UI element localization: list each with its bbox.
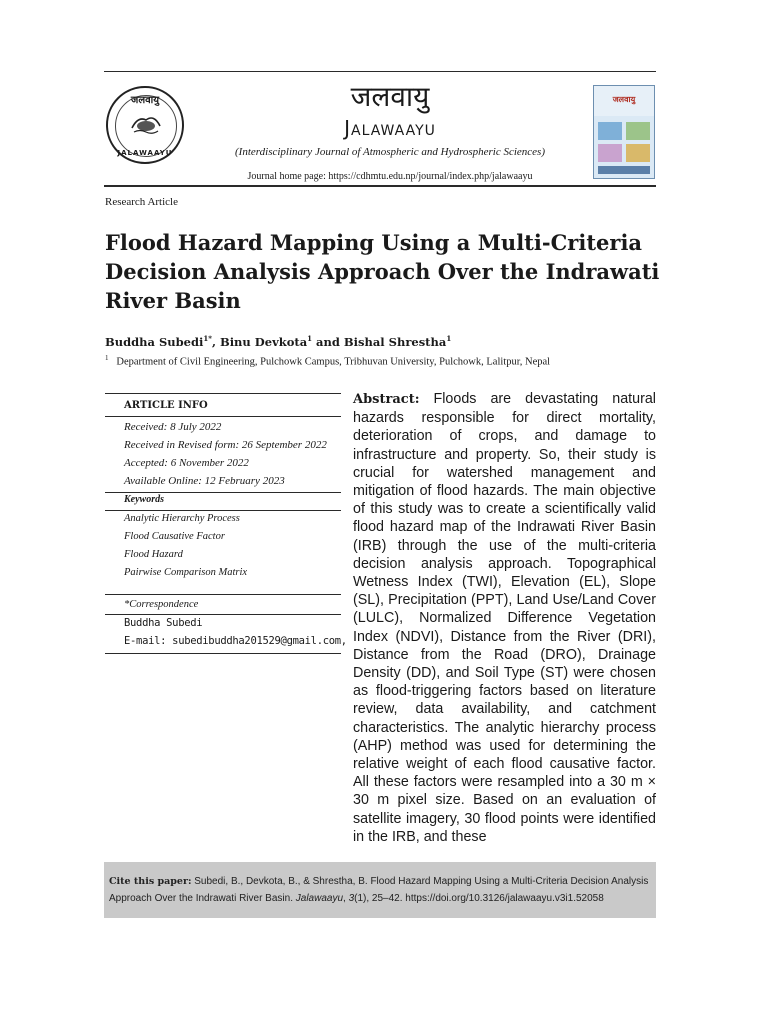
author-list: Buddha Subedi$^{1*}$, Binu Devkota$^1$ and Bishal Shrestha$^1$ xyxy=(105,334,452,349)
citation-journal: Jalawaayu xyxy=(295,893,344,904)
journal-homepage[interactable]: Journal home page: https://cdhmtu.edu.np/journal/index.php/jalawaayu xyxy=(247,171,533,182)
affiliation xyxy=(105,354,550,368)
info-bottom-rule xyxy=(105,653,341,654)
info-top-rule xyxy=(105,393,341,394)
abstract-text: Floods are devastating natural hazards responsible for direct mortality, deterioration of crops, and damage to infrastructure and property. So, their study is crucial for watershed management and mitigation of flood hazards. The main objective of this study was to create a scientifically valid flood hazard map of the Indrawati River Basin (IRB) through the use of the multi-criteria decision analysis approach. Topographical Wetness Index (TWI), Elevation (EL), Slope (SL), Precipitation (PPT), Land Use/Land Cover (LULC), Normalized Difference Vegetation Index (NDVI), Distance from the River (DRI), Distance from the Road (DRO), Drainage Density (DD), and Soil Type (ST) were chosen as flood-triggering factors based on literature review, data availability, and catchment characteristics. The analytic hierarchy process (AHP) method was used for determining the relative weight of each flood causative factor. All these factors were resampled into a 30 m × 30 m pixel size. Based on an evaluation of satellite imagery, 30 flood points were identified in the IRB, and these xyxy=(353,391,656,845)
correspondence-heading: *Correspondence xyxy=(124,599,199,610)
logo-top-text: जलवायु xyxy=(130,95,160,106)
article-title: Flood Hazard Mapping Using a Multi-Criteria Decision Analysis Approach Over the Indrawati River Basin xyxy=(105,230,660,313)
journal-logo xyxy=(106,86,184,164)
article-info-heading: ARTICLE INFO xyxy=(124,400,208,411)
citation-doi[interactable]: (1), 25–42. https://doi.org/10.3126/jalawaayu.v3i1.52058 xyxy=(354,893,604,904)
correspondence-heading-rule xyxy=(105,614,341,615)
header-bottom-rule xyxy=(104,185,656,187)
correspondence-rule xyxy=(105,594,341,595)
citation-volume: 3 xyxy=(348,893,355,904)
affiliation-mark: 1 xyxy=(105,354,109,362)
correspondence-name: Buddha Subedi xyxy=(124,617,203,629)
article-type: Research Article xyxy=(105,196,178,208)
keywords-rule xyxy=(105,492,341,493)
received-date: Received: 8 July 2022 xyxy=(124,421,222,433)
accepted-date: Accepted: 6 November 2022 xyxy=(124,457,249,469)
keyword-item: Pairwise Comparison Matrix xyxy=(124,567,248,578)
citation-text: Cite this paper: Subedi, B., Devkota, B., & Shrestha, B. Flood Hazard Mapping Using a Multi-Criteria Decision Analysis Approach Over the Indrawati River Basin. Jalawaayu, 3(1), 25–42. https://doi.org/10.3126/jalawaayu.v3i1.52058 xyxy=(109,876,649,904)
header-top-rule xyxy=(104,71,656,72)
citation-box xyxy=(104,862,656,918)
keyword-item: Analytic Hierarchy Process xyxy=(124,513,240,524)
revised-date: Received in Revised form: 26 September 2022 xyxy=(124,439,327,451)
keywords-heading-rule xyxy=(105,510,341,511)
author-name: Buddha Subedi xyxy=(105,334,204,349)
info-heading-rule xyxy=(105,416,341,417)
journal-cover-thumbnail xyxy=(593,85,655,179)
available-online-date: Available Online: 12 February 2023 xyxy=(124,475,285,487)
abstract xyxy=(353,390,656,846)
author-name: Binu Devkota xyxy=(219,334,308,349)
cover-title: जलवायु xyxy=(612,95,636,104)
affiliation-text: Department of Civil Engineering, Pulchowk Campus, Tribhuvan University, Pulchowk, Lalitpur, Nepal xyxy=(116,356,551,368)
citation-label: Cite this paper: xyxy=(109,876,192,887)
journal-subtitle: (Interdisciplinary Journal of Atmospheric and Hydrospheric Sciences) xyxy=(235,146,545,158)
keyword-item: Flood Hazard xyxy=(124,549,183,560)
logo-bottom-text: JALAWAAYU xyxy=(117,149,173,157)
author-mark: 1 xyxy=(307,334,313,343)
author-name: Bishal Shrestha xyxy=(343,334,447,349)
logo-emblem-icon xyxy=(130,112,162,134)
author-mark: 1* xyxy=(203,334,212,343)
author-mark: 1 xyxy=(446,334,452,343)
keyword-item: Flood Causative Factor xyxy=(124,531,225,542)
keywords-heading: Keywords xyxy=(124,494,164,505)
abstract-label: Abstract: xyxy=(353,392,420,407)
correspondence-email[interactable]: E-mail: subedibuddha201529@gmail.com, xyxy=(124,635,347,647)
journal-name-latin: Jalawaayu xyxy=(344,116,436,140)
journal-name-devanagari: जलवायु xyxy=(350,80,430,113)
